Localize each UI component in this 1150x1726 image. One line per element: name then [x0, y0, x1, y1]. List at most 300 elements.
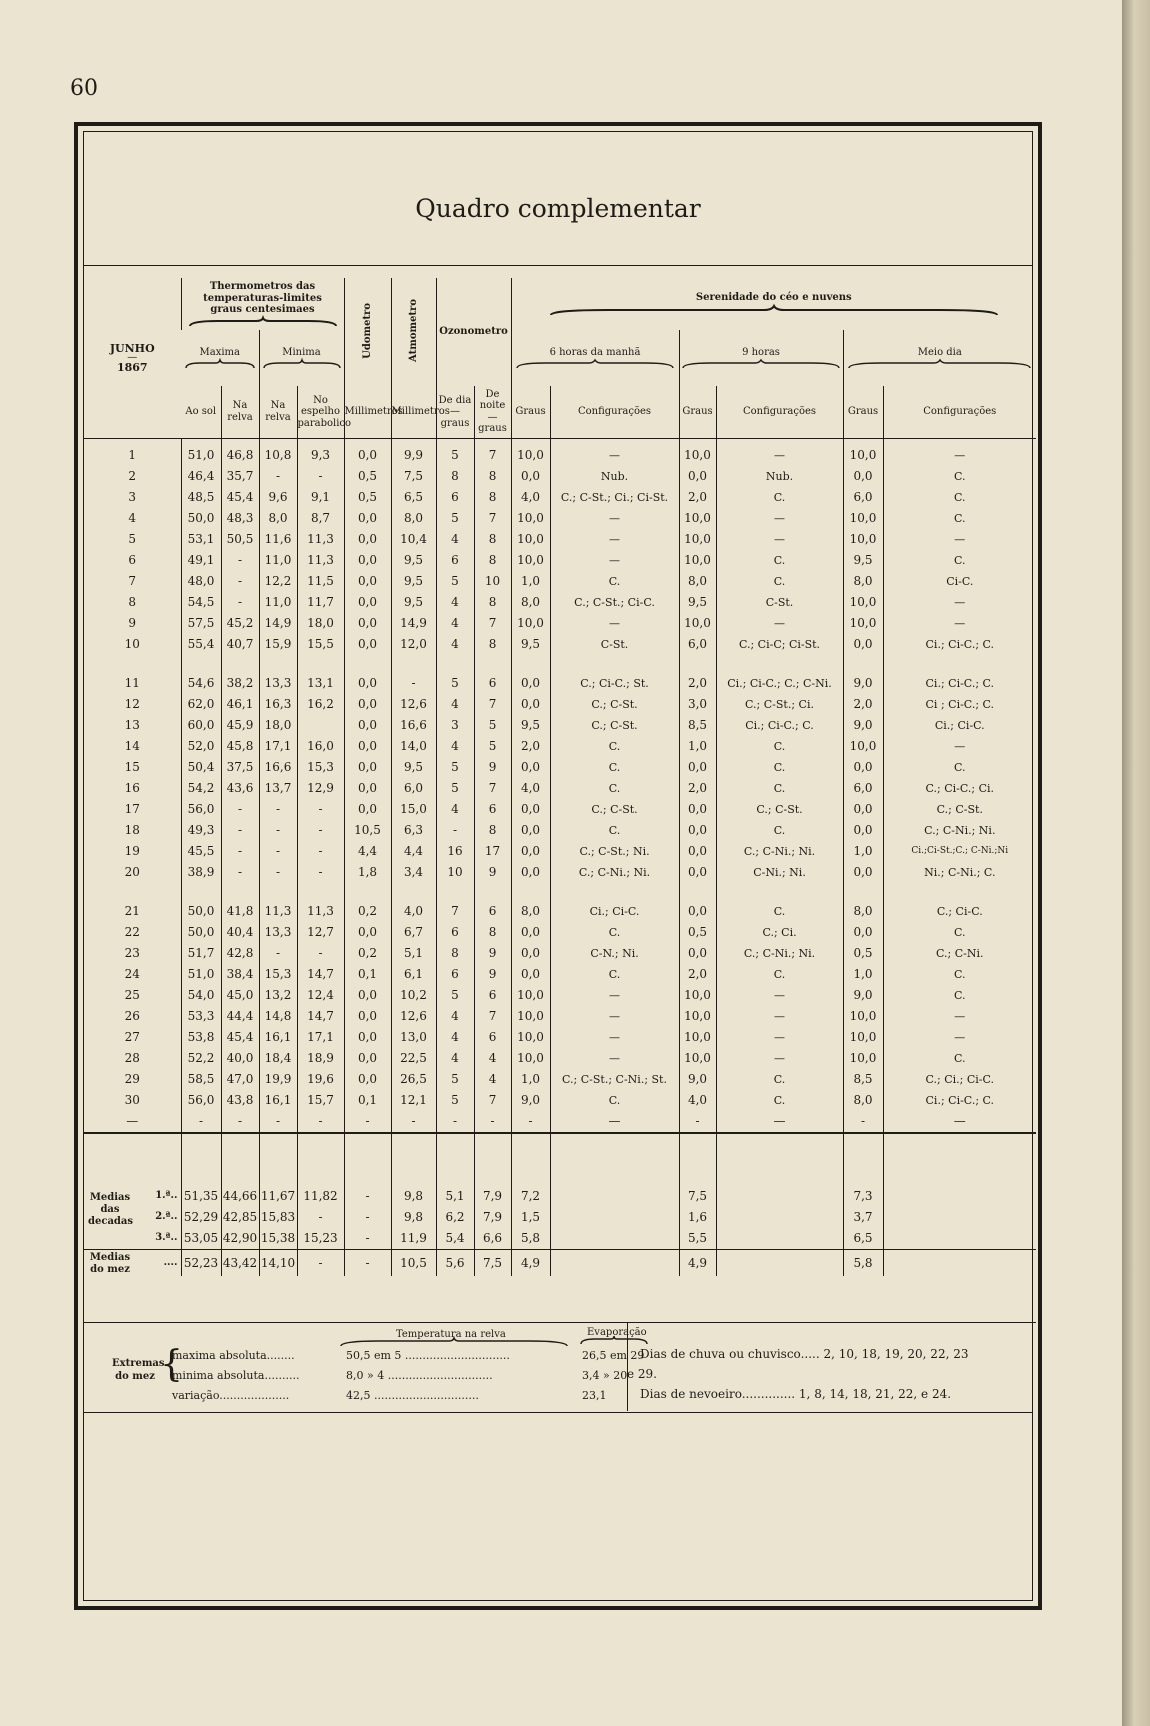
day-cell: 2 — [128, 469, 137, 483]
data-cell: 17,1 — [297, 1027, 344, 1048]
config-9h-header: Configurações — [716, 386, 843, 438]
data-cell: 10,0 — [679, 508, 716, 529]
day-cell: 27 — [124, 1030, 140, 1044]
average-cell: 7,3 — [843, 1186, 883, 1207]
data-cell: 51,7 — [181, 943, 221, 964]
average-cell: 44,66 — [221, 1186, 259, 1207]
data-cell: 0,0 — [344, 1027, 391, 1048]
dash-cell: — — [126, 1114, 139, 1128]
data-cell: 8 — [474, 922, 511, 943]
day-cell: 11 — [124, 676, 140, 690]
data-cell: 11,3 — [297, 529, 344, 550]
data-cell: 14,0 — [391, 736, 436, 757]
data-cell: 9,5 — [843, 550, 883, 571]
table-row — [84, 592, 1036, 613]
temp-relva-header: Temperatura na relva — [396, 1329, 506, 1340]
data-cell: C. — [550, 736, 679, 757]
data-cell: C.; C-St.; Ci. — [716, 694, 843, 715]
spacer-cell — [679, 655, 716, 673]
data-cell: — — [550, 1006, 679, 1027]
medias-decadas-label: Medias das decadas — [88, 1191, 134, 1227]
average-cell: 9,8 — [391, 1207, 436, 1228]
data-cell: C.; Ci-C; Ci-St. — [716, 634, 843, 655]
data-cell: 60,0 — [181, 715, 221, 736]
average-cell: - — [344, 1186, 391, 1207]
data-cell: 10,0 — [679, 1006, 716, 1027]
spacer-cell — [716, 883, 843, 901]
title-rule — [84, 265, 1032, 266]
data-cell: 18,9 — [297, 1048, 344, 1069]
data-cell: 0,0 — [344, 592, 391, 613]
data-cell: 13,3 — [259, 922, 297, 943]
dash-cell: - — [679, 1111, 716, 1133]
data-cell: 56,0 — [181, 1090, 221, 1111]
data-table — [84, 278, 1036, 1276]
data-cell: 0,0 — [344, 694, 391, 715]
data-cell: 54,5 — [181, 592, 221, 613]
spacer-cell — [84, 655, 181, 673]
spacer-cell — [843, 655, 883, 673]
data-cell: 0,0 — [511, 943, 550, 964]
data-cell: 0,0 — [344, 673, 391, 694]
data-cell: C. — [716, 1090, 843, 1111]
data-cell: 8 — [474, 550, 511, 571]
data-cell: 18,0 — [297, 613, 344, 634]
data-cell: — — [883, 1027, 1036, 1048]
data-cell: — — [550, 438, 679, 466]
data-cell: — — [716, 1048, 843, 1069]
table-row — [84, 736, 1036, 757]
data-cell: 10,0 — [679, 613, 716, 634]
data-cell: 38,9 — [181, 862, 221, 883]
data-cell: 7 — [474, 778, 511, 799]
data-cell: 0,0 — [511, 964, 550, 985]
data-cell: C. — [883, 508, 1036, 529]
day-cell: 3 — [128, 490, 137, 504]
data-cell: Ci.; Ci-C.; C. — [883, 1090, 1036, 1111]
table-header — [84, 278, 1036, 438]
spacer-cell — [550, 655, 679, 673]
data-cell: 10,0 — [843, 438, 883, 466]
data-cell: 4 — [436, 529, 474, 550]
dash-cell: — — [550, 1111, 679, 1133]
data-cell: 6 — [474, 799, 511, 820]
data-cell: C.; C-Ni.; Ni. — [716, 943, 843, 964]
data-cell: 4,4 — [344, 841, 391, 862]
data-cell: 6 — [474, 985, 511, 1006]
data-cell: 11,3 — [297, 901, 344, 922]
data-cell: 0,1 — [344, 1090, 391, 1111]
average-cell: 53,05 — [181, 1228, 221, 1250]
data-cell: C. — [716, 1069, 843, 1090]
day-cell: 29 — [124, 1072, 140, 1086]
day-cell: 1 — [128, 448, 137, 462]
data-cell: 7 — [474, 694, 511, 715]
data-cell: 7 — [474, 1006, 511, 1027]
average-cell: - — [297, 1207, 344, 1228]
data-cell: Ci.; Ci-C. — [883, 715, 1036, 736]
average-cell: 5,8 — [511, 1228, 550, 1250]
spacer-cell — [511, 655, 550, 673]
table-row — [84, 922, 1036, 943]
table-row — [84, 1090, 1036, 1111]
data-cell: 10,0 — [679, 1027, 716, 1048]
data-cell: 12,1 — [391, 1090, 436, 1111]
data-cell: - — [297, 841, 344, 862]
average-cell: 7,9 — [474, 1207, 511, 1228]
data-cell: 13,3 — [259, 673, 297, 694]
data-cell: 0,0 — [344, 438, 391, 466]
data-cell: 10,0 — [511, 613, 550, 634]
data-cell: 45,0 — [221, 985, 259, 1006]
data-cell: 0,0 — [344, 1069, 391, 1090]
data-cell: 9,0 — [843, 715, 883, 736]
data-cell: 50,4 — [181, 757, 221, 778]
spacer-cell — [474, 1133, 511, 1186]
day-cell: 25 — [124, 988, 140, 1002]
data-cell: 4 — [436, 736, 474, 757]
average-row — [84, 1186, 1036, 1207]
data-cell: 0,0 — [344, 634, 391, 655]
data-cell: 9,0 — [511, 1090, 550, 1111]
table-row — [84, 1006, 1036, 1027]
data-cell: C.; C-St. — [716, 799, 843, 820]
data-cell: 50,5 — [221, 529, 259, 550]
data-cell: 0,0 — [679, 799, 716, 820]
spacer-row — [84, 883, 1036, 901]
day-cell: 26 — [124, 1009, 140, 1023]
data-cell: — — [716, 1006, 843, 1027]
data-cell: 11,5 — [297, 571, 344, 592]
data-cell: 49,1 — [181, 550, 221, 571]
de-noite-header: De noite — graus — [474, 386, 511, 438]
evaporacao-brace — [579, 1337, 649, 1345]
data-cell: C. — [716, 571, 843, 592]
day-cell: 5 — [128, 532, 137, 546]
table-row — [84, 1069, 1036, 1090]
day-cell: 21 — [124, 904, 140, 918]
data-cell: C.; Ci-C.; Ci. — [883, 778, 1036, 799]
data-cell: 6 — [436, 487, 474, 508]
spacer-cell — [84, 883, 181, 901]
data-cell: C. — [883, 985, 1036, 1006]
spacer-cell — [843, 883, 883, 901]
data-cell: 4 — [436, 694, 474, 715]
day-cell: 7 — [128, 574, 137, 588]
data-cell: 2,0 — [679, 673, 716, 694]
data-cell: 12,7 — [297, 922, 344, 943]
extrema-label: maxima absoluta........ — [172, 1349, 295, 1362]
average-cell — [716, 1228, 843, 1250]
data-cell: 48,0 — [181, 571, 221, 592]
data-cell: 0,0 — [344, 922, 391, 943]
data-cell: 44,4 — [221, 1006, 259, 1027]
data-cell: 18,4 — [259, 1048, 297, 1069]
day-cell: 10 — [124, 637, 140, 651]
table-row — [84, 694, 1036, 715]
data-cell: 0,0 — [843, 634, 883, 655]
data-cell: - — [297, 943, 344, 964]
data-cell: 47,0 — [221, 1069, 259, 1090]
average-cell: 15,23 — [297, 1228, 344, 1250]
spacer-cell — [436, 1133, 474, 1186]
data-cell: 40,4 — [221, 922, 259, 943]
day-cell: 18 — [124, 823, 140, 837]
average-cell: 42,90 — [221, 1228, 259, 1250]
medias-mez-label: Medias do mez — [89, 1251, 131, 1275]
data-cell: 16,1 — [259, 1090, 297, 1111]
average-cell: 15,83 — [259, 1207, 297, 1228]
data-cell: Ci.;Ci-St.;C.; C-Ni.;Ni — [883, 841, 1036, 862]
data-cell: 51,0 — [181, 438, 221, 466]
spacer-cell — [716, 1133, 843, 1186]
data-cell: 9,5 — [511, 634, 550, 655]
data-cell: 48,5 — [181, 487, 221, 508]
average-cell — [883, 1249, 1036, 1276]
data-cell: - — [221, 799, 259, 820]
data-cell: — — [550, 1048, 679, 1069]
data-cell: 2,0 — [679, 778, 716, 799]
average-row — [84, 1207, 1036, 1228]
data-cell: — — [550, 550, 679, 571]
data-cell: 0,0 — [843, 799, 883, 820]
dash-cell: - — [511, 1111, 550, 1133]
data-cell: 0,5 — [344, 487, 391, 508]
data-cell: 10,0 — [843, 592, 883, 613]
data-cell: 2,0 — [679, 964, 716, 985]
data-cell: 9,1 — [297, 487, 344, 508]
data-cell: — — [883, 736, 1036, 757]
data-cell: 53,8 — [181, 1027, 221, 1048]
data-cell: 12,0 — [391, 634, 436, 655]
spacer-cell — [511, 1133, 550, 1186]
data-cell: 14,7 — [297, 1006, 344, 1027]
data-cell: 0,0 — [511, 862, 550, 883]
data-cell: C.; C-Ni. — [883, 943, 1036, 964]
data-cell: - — [221, 592, 259, 613]
table-row — [84, 820, 1036, 841]
ao-sol-header: Ao sol — [181, 386, 221, 438]
average-cell: - — [344, 1249, 391, 1276]
spacer-cell — [181, 883, 221, 901]
seis-horas-header: 6 horas da manhã — [511, 330, 679, 386]
data-cell: 41,8 — [221, 901, 259, 922]
data-cell: 11,7 — [297, 592, 344, 613]
data-cell: Nub. — [716, 466, 843, 487]
data-cell: C. — [716, 964, 843, 985]
data-cell: 0,0 — [344, 613, 391, 634]
data-cell: — — [550, 985, 679, 1006]
data-cell: 4 — [436, 1006, 474, 1027]
data-cell: 10,0 — [843, 529, 883, 550]
data-cell: - — [221, 862, 259, 883]
data-cell: 9,3 — [297, 438, 344, 466]
data-cell: - — [436, 820, 474, 841]
data-cell: 8,0 — [511, 901, 550, 922]
data-cell: 0,0 — [679, 466, 716, 487]
data-cell: - — [297, 466, 344, 487]
data-cell: 10,0 — [511, 508, 550, 529]
data-cell: 3,0 — [679, 694, 716, 715]
spacer-cell — [679, 883, 716, 901]
data-cell: 1,0 — [843, 964, 883, 985]
day-cell: 17 — [124, 802, 140, 816]
average-cell: 7,5 — [474, 1249, 511, 1276]
minima-header: Minima — [259, 330, 344, 386]
data-cell: 12,2 — [259, 571, 297, 592]
average-cell: 6,2 — [436, 1207, 474, 1228]
average-cell — [550, 1186, 679, 1207]
average-cell: 5,5 — [679, 1228, 716, 1250]
data-cell: 0,0 — [679, 862, 716, 883]
data-cell: 5 — [474, 736, 511, 757]
data-cell: 7 — [474, 438, 511, 466]
average-cell: - — [344, 1207, 391, 1228]
data-cell: 4 — [436, 799, 474, 820]
data-cell: 17,1 — [259, 736, 297, 757]
average-cell: 6,5 — [843, 1228, 883, 1250]
data-cell: Ci.; Ci-C.; C. — [716, 715, 843, 736]
data-cell: 45,9 — [221, 715, 259, 736]
data-cell: 8 — [436, 943, 474, 964]
average-cell — [550, 1207, 679, 1228]
data-cell: - — [391, 673, 436, 694]
dash-cell: - — [259, 1111, 297, 1133]
data-cell: 10,0 — [679, 438, 716, 466]
data-cell: — — [883, 613, 1036, 634]
data-cell: 12,6 — [391, 694, 436, 715]
data-cell: 4,0 — [679, 1090, 716, 1111]
data-cell: C.; Ci.; Ci-C. — [883, 1069, 1036, 1090]
data-cell: 35,7 — [221, 466, 259, 487]
data-cell: - — [259, 466, 297, 487]
data-cell: 55,4 — [181, 634, 221, 655]
data-cell: 53,3 — [181, 1006, 221, 1027]
data-cell: 13,7 — [259, 778, 297, 799]
data-cell: C.; C-Ni.; Ni. — [716, 841, 843, 862]
data-cell: 6 — [436, 550, 474, 571]
data-cell: 0,0 — [843, 466, 883, 487]
data-cell: 0,5 — [843, 943, 883, 964]
extrema-label: minima absoluta.......... — [172, 1369, 300, 1382]
data-cell: 46,4 — [181, 466, 221, 487]
day-cell: 9 — [128, 616, 137, 630]
data-cell: 1,0 — [679, 736, 716, 757]
data-cell: — — [716, 985, 843, 1006]
data-cell: - — [221, 571, 259, 592]
dash-cell: — — [716, 1111, 843, 1133]
data-cell: 0,0 — [344, 736, 391, 757]
data-cell: 14,8 — [259, 1006, 297, 1027]
table-row — [84, 529, 1036, 550]
data-cell: 9 — [474, 964, 511, 985]
data-cell: 9,0 — [843, 673, 883, 694]
data-cell: 0,0 — [344, 799, 391, 820]
average-cell: 11,9 — [391, 1228, 436, 1250]
average-cell: 43,42 — [221, 1249, 259, 1276]
data-cell: — — [550, 1027, 679, 1048]
data-cell: 7 — [474, 1090, 511, 1111]
data-cell: 9,5 — [391, 550, 436, 571]
data-cell: C. — [716, 487, 843, 508]
data-cell: 8 — [474, 466, 511, 487]
data-cell: 0,0 — [843, 862, 883, 883]
day-cell: 16 — [124, 781, 140, 795]
table-row — [84, 438, 1036, 466]
udometro-header: Udometro — [344, 278, 391, 386]
data-cell: 4 — [474, 1069, 511, 1090]
data-cell: 16,1 — [259, 1027, 297, 1048]
data-cell: 0,0 — [344, 529, 391, 550]
data-cell: 16,6 — [391, 715, 436, 736]
data-cell: 10,0 — [511, 529, 550, 550]
data-cell: 10,0 — [843, 508, 883, 529]
extrema-temp: 8,0 » 4 .............................. — [346, 1369, 493, 1382]
data-cell: 54,0 — [181, 985, 221, 1006]
data-cell: 1,0 — [843, 841, 883, 862]
average-cell — [716, 1249, 843, 1276]
spacer-cell — [474, 655, 511, 673]
data-cell: 40,7 — [221, 634, 259, 655]
data-cell: 5 — [436, 673, 474, 694]
data-cell: 0,2 — [344, 901, 391, 922]
data-cell: C.; C-Ni.; Ni. — [550, 862, 679, 883]
data-cell: 10,0 — [843, 1006, 883, 1027]
data-cell: C. — [550, 757, 679, 778]
data-cell: 7,5 — [391, 466, 436, 487]
table-row — [84, 1048, 1036, 1069]
graus-meio-dia-header: Graus — [843, 386, 883, 438]
data-cell: 0,0 — [511, 757, 550, 778]
dash-cell: - — [297, 1111, 344, 1133]
min-na-relva-header: Na relva — [259, 386, 297, 438]
data-cell: 54,6 — [181, 673, 221, 694]
data-cell: 0,0 — [344, 757, 391, 778]
spacer-cell — [221, 655, 259, 673]
data-cell: 6,5 — [391, 487, 436, 508]
data-cell: 10,0 — [511, 1006, 550, 1027]
data-cell: 22,5 — [391, 1048, 436, 1069]
data-cell: 46,8 — [221, 438, 259, 466]
data-cell: C.; Ci. — [716, 922, 843, 943]
data-cell: 8,0 — [259, 508, 297, 529]
dash-cell: - — [221, 1111, 259, 1133]
data-cell: 46,1 — [221, 694, 259, 715]
serenidade-header: Serenidade do céo e nuvens — [511, 278, 1036, 330]
data-cell: 11,3 — [259, 901, 297, 922]
extremas-block — [84, 1322, 1036, 1411]
table-row — [84, 466, 1036, 487]
data-cell: 0,0 — [344, 1048, 391, 1069]
data-cell: 40,0 — [221, 1048, 259, 1069]
data-cell: 9 — [474, 862, 511, 883]
data-cell: 0,0 — [511, 673, 550, 694]
config-6h-header: Configurações — [550, 386, 679, 438]
data-cell: 17 — [474, 841, 511, 862]
data-cell: C.; C-St. — [550, 694, 679, 715]
spacer-cell — [716, 655, 843, 673]
data-cell: 5 — [474, 715, 511, 736]
data-cell: 0,0 — [511, 922, 550, 943]
graus-9h-header: Graus — [679, 386, 716, 438]
data-cell: 11,0 — [259, 592, 297, 613]
data-cell: 9,5 — [511, 715, 550, 736]
data-cell: 11,0 — [259, 550, 297, 571]
data-cell: C.; Ci-C.; St. — [550, 673, 679, 694]
average-cell — [883, 1228, 1036, 1250]
table-body — [84, 438, 1036, 1276]
average-cell — [883, 1186, 1036, 1207]
